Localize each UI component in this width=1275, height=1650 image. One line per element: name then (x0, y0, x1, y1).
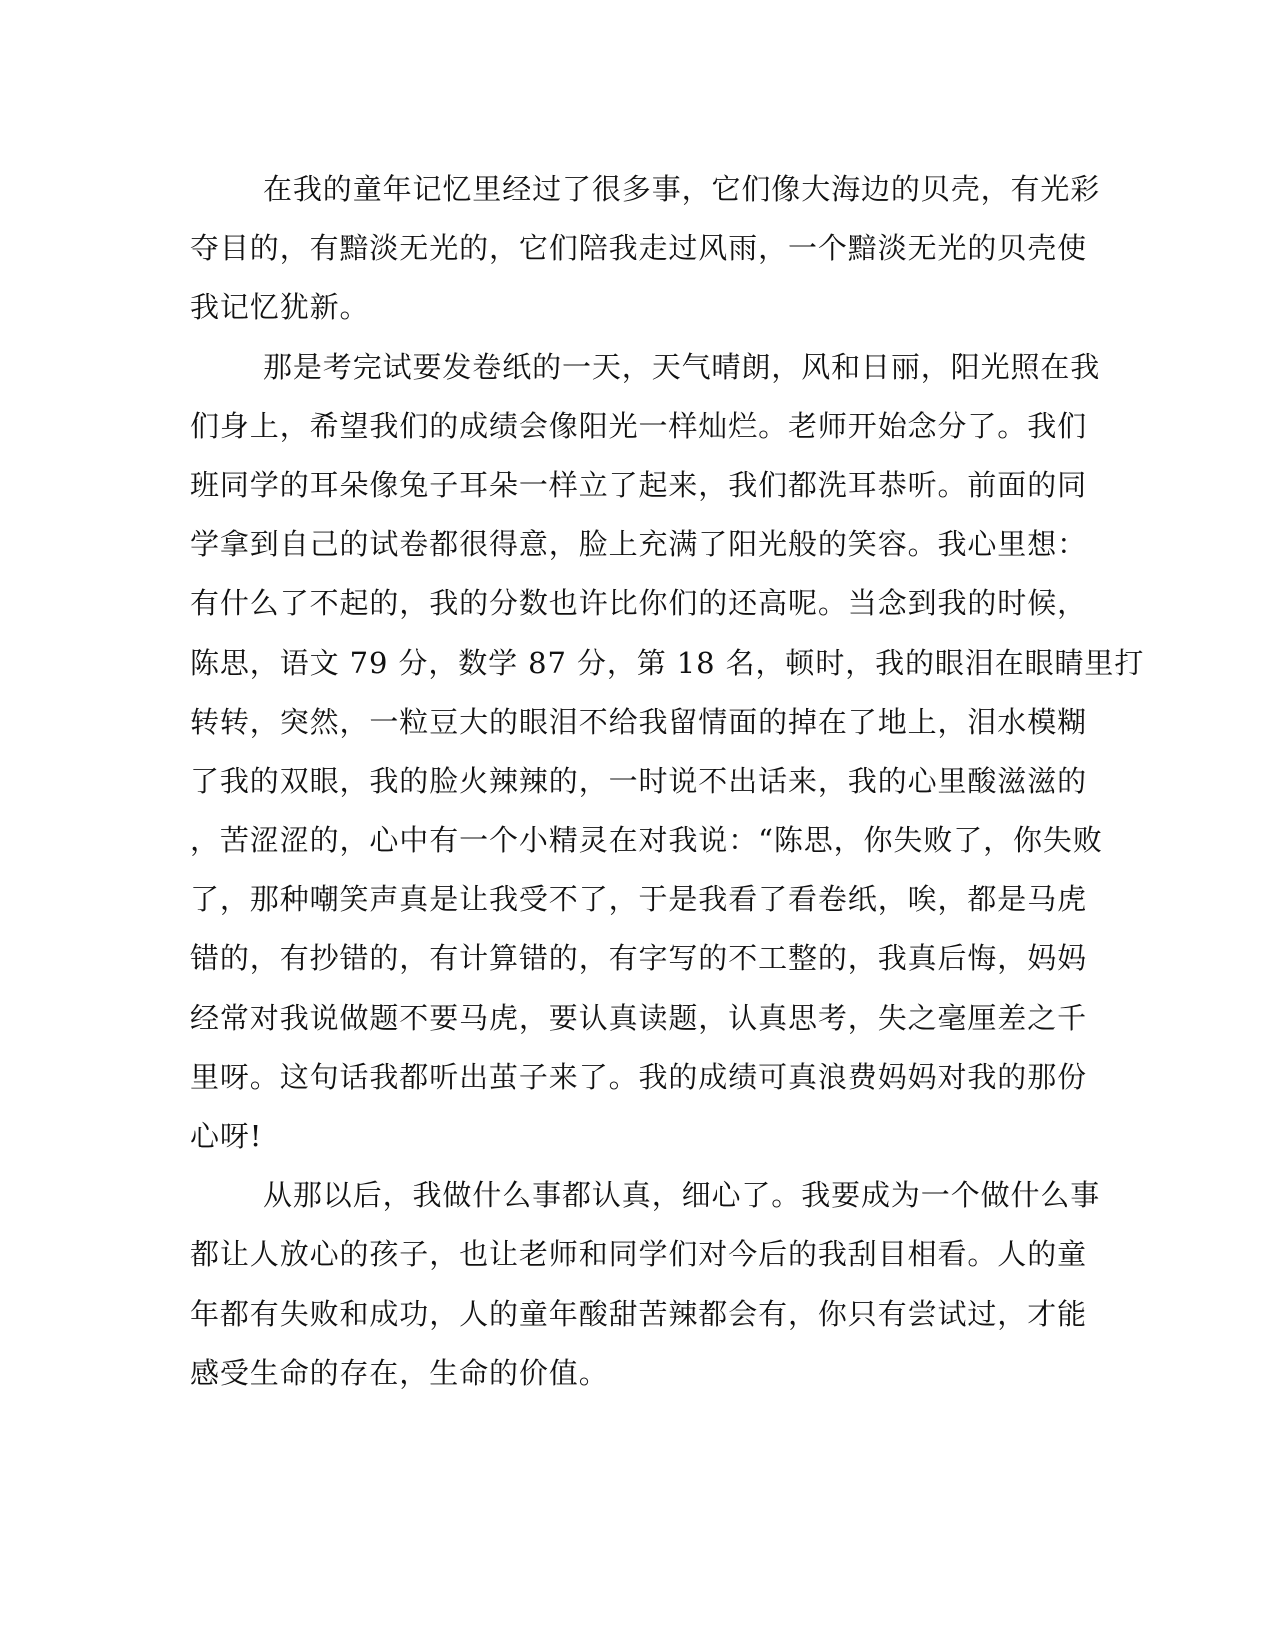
text-line: 在我的童年记忆里经过了很多事，它们像大海边的贝壳，有光彩 (263, 172, 1101, 206)
text-line: 夺目的，有黯淡无光的，它们陪我走过风雨，一个黯淡无光的贝壳使 (190, 231, 1088, 266)
text-line: 心呀! (190, 1119, 263, 1153)
text-line: 了我的双眼，我的脸火辣辣的，一时说不出话来，我的心里酸滋滋的 (190, 763, 1088, 798)
text-line: 经常对我说做题不要马虎，要认真读题，认真思考，失之毫厘差之千 (190, 1000, 1088, 1035)
text-line: 年都有失败和成功，人的童年酸甜苦辣都会有，你只有尝试过，才能 (190, 1296, 1088, 1331)
text-line: 了，那种嘲笑声真是让我受不了，于是我看了看卷纸，唉，都是马虎 (190, 882, 1088, 917)
text-line: 那是考完试要发卷纸的一天，天气晴朗，风和日丽，阳光照在我 (263, 349, 1101, 384)
paragraph-2 (190, 338, 1145, 1167)
text-line: 错的，有抄错的，有计算错的，有字写的不工整的，我真后悔，妈妈 (190, 941, 1088, 976)
text-line: 我记忆犹新。 (190, 290, 370, 325)
text-line: ，苦涩涩的，心中有一个小精灵在对我说：“陈思，你失败了，你失败 (190, 823, 1103, 858)
text-line: 班同学的耳朵像兔子耳朵一样立了起来，我们都洗耳恭听。前面的同 (190, 467, 1088, 502)
text-line: 感受生命的存在，生命的价值。 (190, 1355, 609, 1390)
text-line: 从那以后，我做什么事都认真，细心了。我要成为一个做什么事 (263, 1178, 1101, 1213)
text-line: 转转，突然，一粒豆大的眼泪不给我留情面的掉在了地上，泪水模糊 (190, 704, 1088, 739)
text-line: 们身上，希望我们的成绩会像阳光一样灿烂。老师开始念分了。我们 (190, 408, 1088, 443)
paragraph-3 (190, 1166, 1101, 1403)
document-body (190, 160, 1145, 1403)
text-line: 有什么了不起的，我的分数也许比你们的还高呢。当念到我的时候， (190, 586, 1088, 621)
text-line: 里呀。这句话我都听出茧子来了。我的成绩可真浪费妈妈对我的那份 (190, 1059, 1088, 1094)
text-line: 陈思，语文 79 分，数学 87 分，第 18 名，顿时，我的眼泪在眼睛里打 (190, 645, 1145, 680)
text-line: 都让人放心的孩子，也让老师和同学们对今后的我刮目相看。人的童 (190, 1237, 1088, 1272)
text-line: 学拿到自己的试卷都很得意，脸上充满了阳光般的笑容。我心里想： (190, 527, 1088, 562)
paragraph-1 (190, 160, 1101, 338)
